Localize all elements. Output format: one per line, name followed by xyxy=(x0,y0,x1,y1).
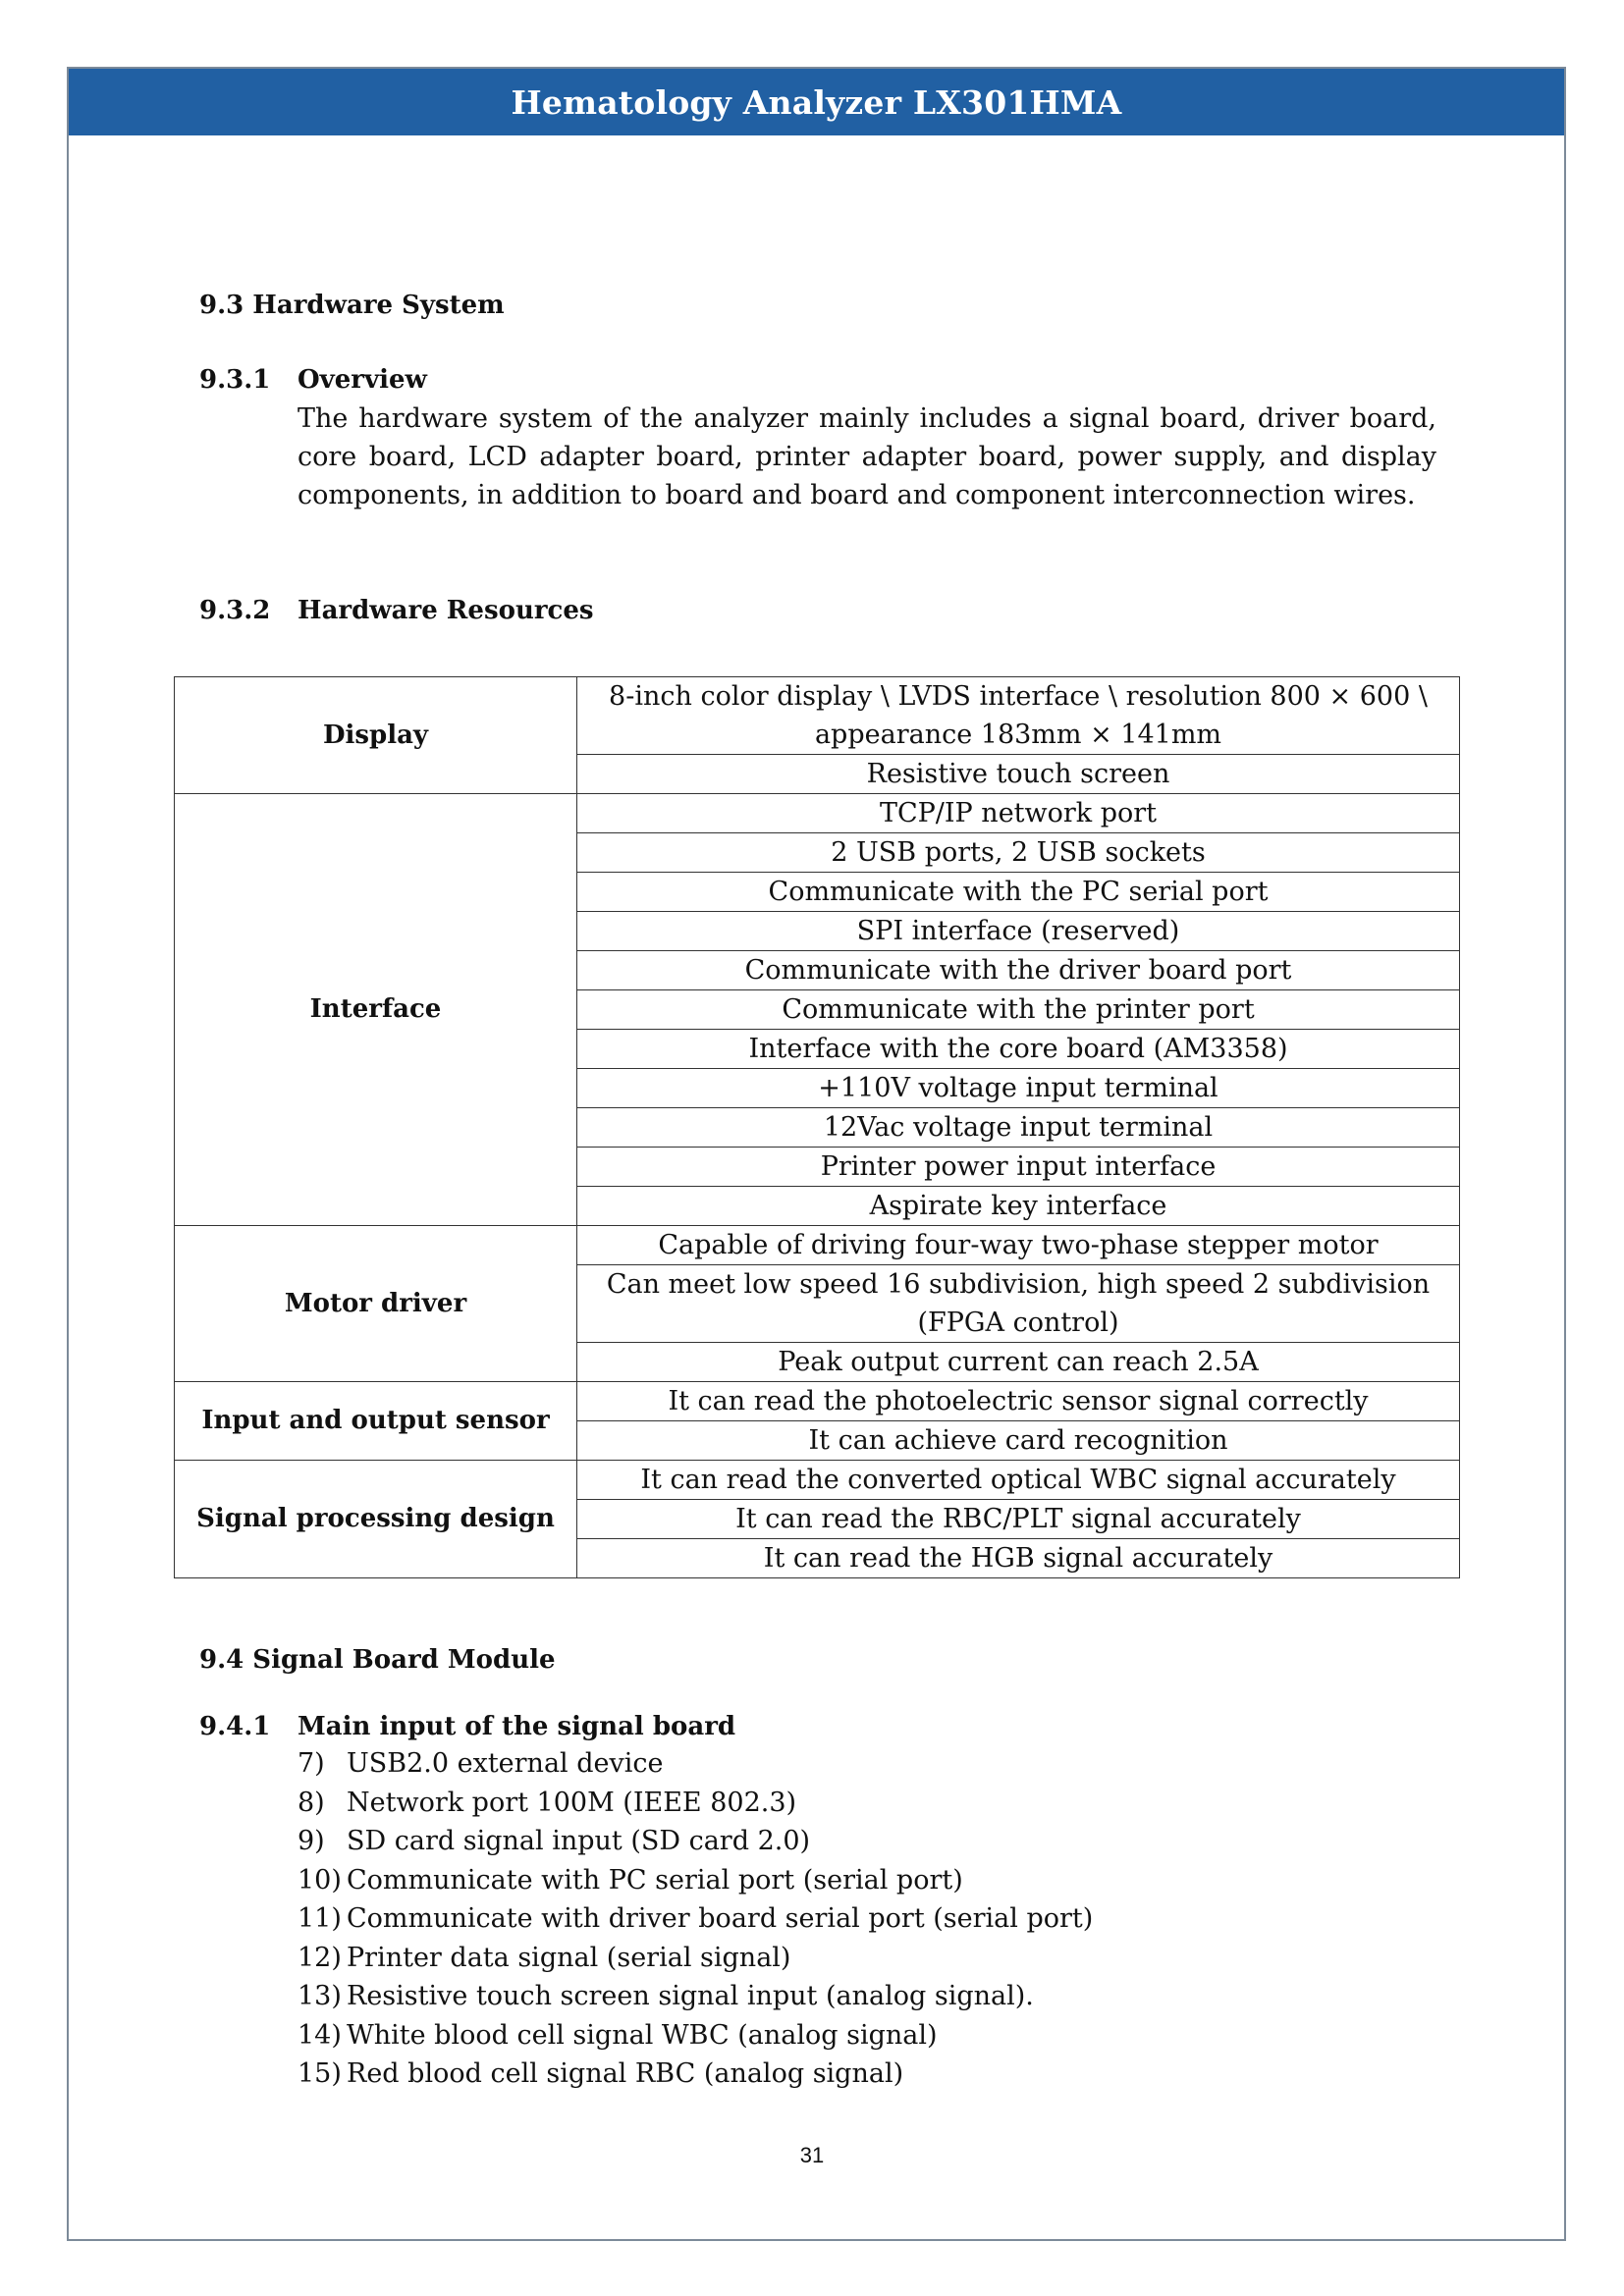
list-item xyxy=(298,1822,1093,1861)
value-cell: It can read the converted optical WBC signal accurately xyxy=(577,1461,1460,1500)
list-item-number: 7) xyxy=(298,1748,325,1779)
section-number: 9.4.1 xyxy=(199,1712,271,1741)
list-item-number: 13) xyxy=(298,1981,342,2011)
value-cell: Resistive touch screen xyxy=(577,755,1460,794)
table-row xyxy=(175,1226,1460,1265)
list-item xyxy=(298,1784,1093,1823)
list-item xyxy=(298,2055,1093,2094)
section-title: Overview xyxy=(298,365,427,395)
value-cell: 12Vac voltage input terminal xyxy=(577,1108,1460,1148)
section-title: Hardware System xyxy=(252,291,505,320)
page-number: 31 xyxy=(799,2143,825,2167)
section-number: 9.3 xyxy=(199,291,244,320)
value-cell: SPI interface (reserved) xyxy=(577,912,1460,951)
list-item-number: 11) xyxy=(298,1903,342,1934)
value-cell: It can read the photoelectric sensor signal correctly xyxy=(577,1382,1460,1421)
list-item-text: SD card signal input (SD card 2.0) xyxy=(347,1826,811,1856)
list-item-text: Network port 100M (IEEE 802.3) xyxy=(347,1787,797,1818)
table-row xyxy=(175,794,1460,833)
value-cell: Communicate with the printer port xyxy=(577,990,1460,1030)
list-item-number: 14) xyxy=(298,2019,342,2051)
table-row xyxy=(175,677,1460,755)
list-item-number: 12) xyxy=(298,1942,342,1973)
list-item xyxy=(298,1861,1093,1900)
section-9-3-1-heading xyxy=(199,365,427,395)
section-title: Signal Board Module xyxy=(252,1645,556,1675)
value-cell: Interface with the core board (AM3358) xyxy=(577,1030,1460,1069)
section-9-4-1-heading xyxy=(199,1712,735,1741)
section-number: 9.3.2 xyxy=(199,596,271,625)
hardware-table-body xyxy=(175,677,1460,1578)
value-cell: Capable of driving four-way two-phase stepper motor xyxy=(577,1226,1460,1265)
section-9-3-heading xyxy=(199,291,505,320)
value-cell: Aspirate key interface xyxy=(577,1187,1460,1226)
section-title: Main input of the signal board xyxy=(298,1712,736,1741)
category-cell: Display xyxy=(175,677,577,794)
category-cell: Motor driver xyxy=(175,1226,577,1382)
list-item-text: Communicate with PC serial port (serial port) xyxy=(347,1864,963,1896)
list-item-number: 15) xyxy=(298,2058,342,2089)
category-cell: Interface xyxy=(175,794,577,1226)
section-number: 9.4 xyxy=(199,1645,244,1675)
section-number: 9.3.1 xyxy=(199,365,271,395)
value-cell: Can meet low speed 16 subdivision, high speed 2 subdivision (FPGA control) xyxy=(577,1265,1460,1343)
list-item-number: 10) xyxy=(298,1864,342,1896)
table-row xyxy=(175,1461,1460,1500)
list-item-text: USB2.0 external device xyxy=(347,1748,664,1779)
list-item-text: White blood cell signal WBC (analog signal) xyxy=(347,2019,938,2051)
hardware-resources-table xyxy=(174,676,1460,1578)
list-item-text: Red blood cell signal RBC (analog signal) xyxy=(347,2058,904,2089)
category-cell: Input and output sensor xyxy=(175,1382,577,1461)
list-item-number: 9) xyxy=(298,1826,325,1856)
section-title: Hardware Resources xyxy=(298,596,594,625)
table-row xyxy=(175,1382,1460,1421)
value-cell: 8-inch color display \ LVDS interface \ resolution 800 × 600 \ appearance 183mm × 141mm xyxy=(577,677,1460,755)
value-cell: +110V voltage input terminal xyxy=(577,1069,1460,1108)
overview-paragraph: The hardware system of the analyzer mainly includes a signal board, driver board, core board, LCD adapter board, printer adapter board, power supply, and display components, in addition to board and board and component interconnection wires. xyxy=(298,403,1436,510)
list-item xyxy=(298,1977,1093,2016)
list-item xyxy=(298,1939,1093,1978)
signal-input-list xyxy=(298,1744,1093,2094)
list-item xyxy=(298,1744,1093,1784)
category-cell: Signal processing design xyxy=(175,1461,577,1578)
section-9-3-2-heading xyxy=(199,596,594,625)
value-cell: Communicate with the PC serial port xyxy=(577,873,1460,912)
value-cell: It can read the RBC/PLT signal accurately xyxy=(577,1500,1460,1539)
section-9-4-heading xyxy=(199,1645,556,1675)
value-cell: It can achieve card recognition xyxy=(577,1421,1460,1461)
value-cell: It can read the HGB signal accurately xyxy=(577,1539,1460,1578)
value-cell: 2 USB ports, 2 USB sockets xyxy=(577,833,1460,873)
list-item-text: Resistive touch screen signal input (analog signal). xyxy=(347,1981,1034,2011)
list-item xyxy=(298,2016,1093,2056)
list-item-text: Printer data signal (serial signal) xyxy=(347,1942,791,1973)
value-cell: Peak output current can reach 2.5A xyxy=(577,1343,1460,1382)
value-cell: TCP/IP network port xyxy=(577,794,1460,833)
value-cell: Communicate with the driver board port xyxy=(577,951,1460,990)
list-item-number: 8) xyxy=(298,1787,325,1818)
list-item xyxy=(298,1899,1093,1939)
document-title: Hematology Analyzer LX301HMA xyxy=(511,82,1122,122)
value-cell: Printer power input interface xyxy=(577,1148,1460,1187)
list-item-text: Communicate with driver board serial port (serial port) xyxy=(347,1903,1094,1934)
